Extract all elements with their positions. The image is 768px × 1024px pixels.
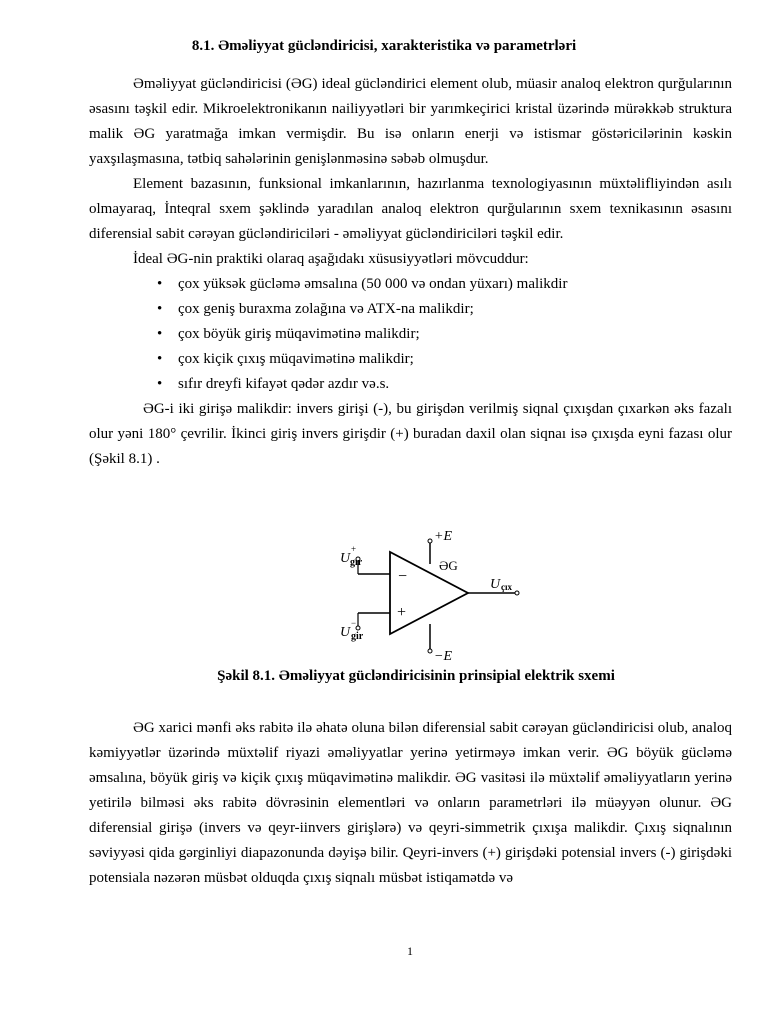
list-item: • çox yüksək gücləmə əmsalına (50 000 və ondan yüxarı) malikdir: [89, 272, 732, 297]
amplifier-label: ƏG: [439, 558, 458, 573]
label-input-top-sub: gır: [350, 557, 363, 568]
paragraph-element-base: Element bazasının, funksional imkanlarının, hazırlanma texnologiyasının müxtəlifliyindən asılı olmayaraq, İnteqral sxem şəklində yaradılan analoq elektron qurğularının sxem texnikasının əsasını diferensial sabit cərəyan gücləndiriciləri - əməliyyat gücləndiriciləri təşkil edir.: [89, 176, 732, 242]
list-item: • çox böyük giriş müqavimətinə malikdir;: [89, 322, 732, 347]
bullet-icon: •: [157, 301, 163, 317]
terminal-input-bottom: [356, 626, 360, 630]
text-block-upper: [89, 72, 732, 472]
list-item: • sıfır dreyfi kifayət qədər azdır və.s.: [89, 372, 732, 397]
list-item: • çox geniş buraxma zolağına və ATX-na malikdir;: [89, 297, 732, 322]
list-item: • çox kiçik çıxış müqavimətinə malikdir;: [89, 347, 732, 372]
paragraph-intro: Əməliyyat gücləndiricisi (ƏG) ideal gücləndirici element olub, müasir analoq elektron qurğularının əsasını təşkil edir. Mikroelektronikanın nailiyyətləri bir yarımkeçirici kristal üzərində mürəkkəb struktura malik ƏG yaratmağa imkan vermişdir. Bu isə onların enerji və istismar göstəricilərinin kəskin yaxşılaşmasına, tətbiq sahələrinin genişlənməsinə səbəb olmuşdur.: [89, 76, 732, 167]
section-title: 8.1. Əməliyyat gücləndiricisi, xarakteristika və parametrləri: [191, 38, 577, 54]
label-input-bottom-sub: gir: [351, 631, 364, 642]
bullet-icon: •: [157, 326, 163, 342]
label-u-input-top: U: [340, 551, 351, 566]
label-input-top-sup: +: [351, 544, 357, 554]
page-number: 1: [407, 944, 413, 958]
terminal-output: [515, 591, 519, 595]
paragraph-ideal-properties: İdeal ƏG-nin praktiki olaraq aşağıdakı xüsusiyyətləri mövcuddur:: [133, 251, 529, 267]
bullet-icon: •: [157, 276, 163, 292]
paragraph-feedback: ƏG xarici mənfi əks rabitə ilə əhatə oluna bilən diferensial sabit cərəyan gücləndiricisi olub, analoq kəmiyyətlər üzərində müxtəlif riyazi əməliyyatlar yerinə yetirməyə imkan verir. ƏG böyük gücləmə əmsalına, böyük giriş və kiçik çıxış müqavimətinə malikdir. ƏG vasitəsi ilə müxtəlif əməliyyatların yerinə yetirilə bilməsi əks rabitə dövrəsinin elementləri və onların parametrləri ilə müəyyən olunur. ƏG diferensial girişə (invers və qeyr-iinvers girişlərə) və qeyri-simmetrik çıxışa malikdir. Çıxış siqnalının səviyyəsi qida gərginliyi diapazonunda dəyişə bilir. Qeyri-invers (+) girişdəki potensial invers (-) girişdəki potensiala nəzərən müsbət olduqda çıxış siqnalı müsbət istiqamətdə və: [89, 720, 732, 886]
text-block-lower: [89, 716, 732, 891]
figure-caption: Şəkil 8.1. Əməliyyat gücləndiricisinin prinsipial elektrik sxemi: [217, 668, 615, 684]
terminal-plus-e: [428, 539, 432, 543]
properties-list: [89, 272, 732, 397]
label-u-output: U: [490, 577, 501, 592]
paragraph-inputs: ƏG-i iki girişə malikdir: invers girişi (-), bu girişdən verilmiş siqnal çıxışdan çıxarkən əks fazalı olur yəni 180° çevrilir. İkinci giriş invers girişdir (+) buradan daxil olan siqnaı isə çıxışda eyni fazası olur (Şəkil 8.1) .: [89, 401, 732, 467]
minus-input-sign: −: [398, 568, 408, 585]
terminal-minus-e: [428, 649, 432, 653]
label-minus-e: −E: [434, 649, 452, 664]
opamp-schematic: [330, 524, 530, 664]
label-input-bottom-sup: −: [351, 618, 357, 628]
label-u-input-bottom: U: [340, 625, 351, 640]
label-plus-e: +E: [434, 529, 452, 544]
bullet-icon: •: [157, 376, 163, 392]
plus-input-sign: +: [397, 604, 407, 621]
bullet-icon: •: [157, 351, 163, 367]
label-output-sub: çıx: [501, 582, 512, 592]
